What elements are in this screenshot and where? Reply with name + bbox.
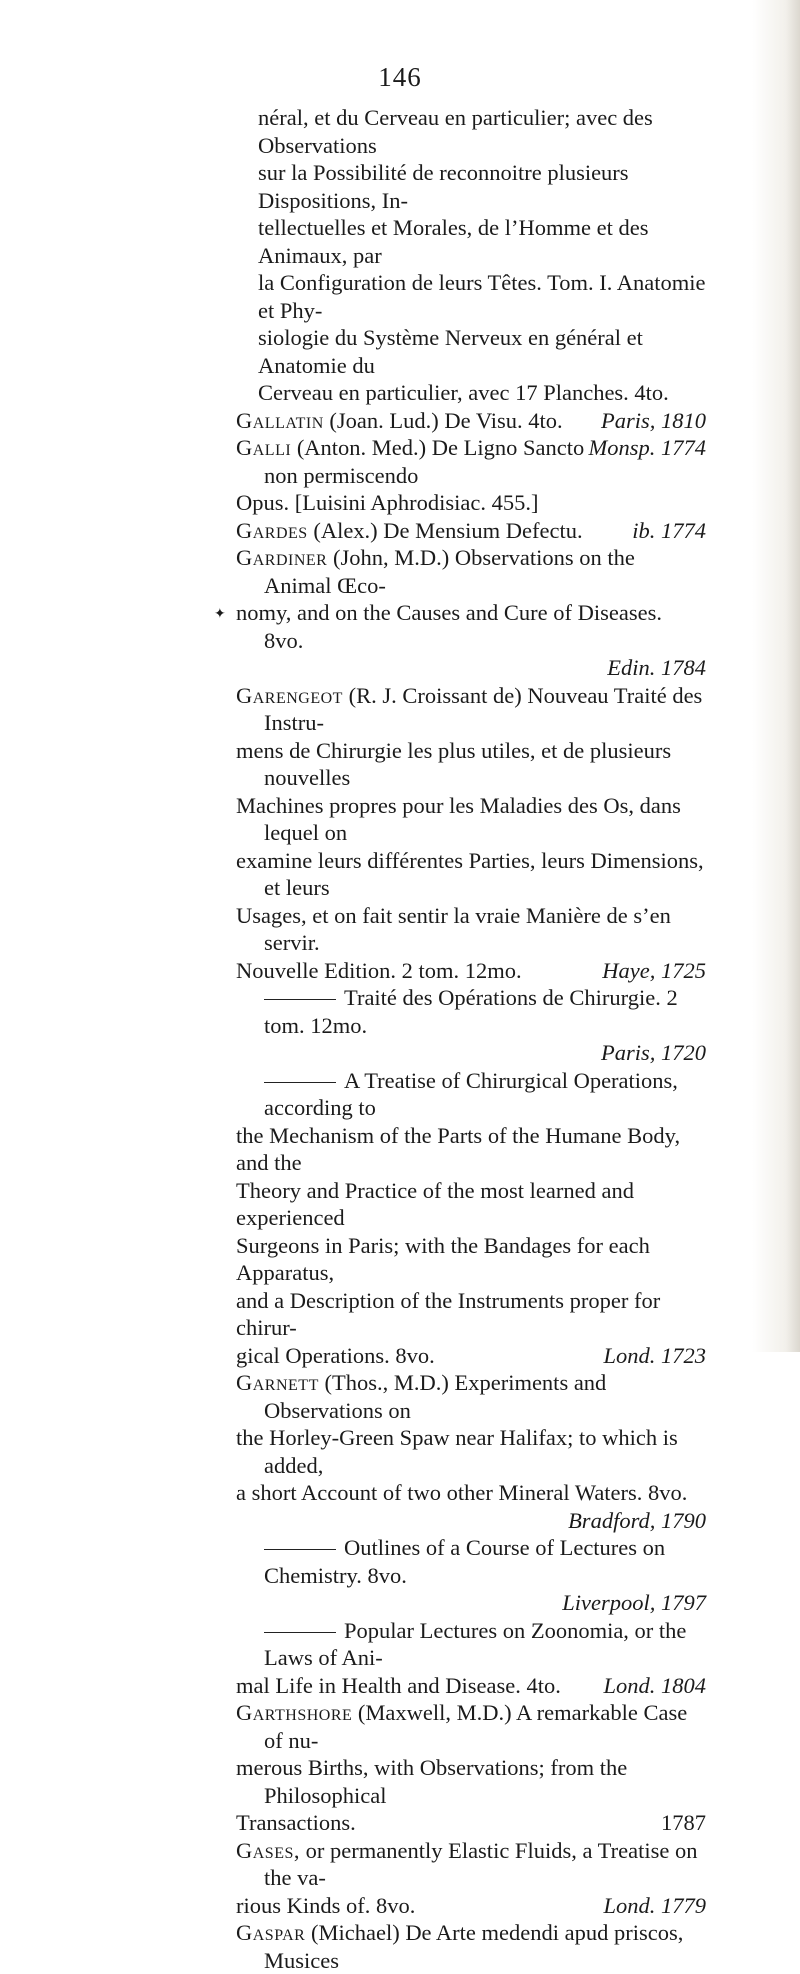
- entry-garengeot: [236, 682, 706, 985]
- entry-heading: Gardes: [236, 517, 308, 543]
- text-line: [236, 1067, 706, 1122]
- entry-text: mens de Chirurgie les plus utiles, et de plusieurs nouvelles: [236, 737, 672, 790]
- catalogue-text: [236, 104, 706, 1974]
- entry-text: (Maxwell, M.D.) A remarkable Case of nu-: [264, 1700, 688, 1753]
- entry-text: (John, M.D.) Observations on the Animal Œco-: [264, 545, 635, 598]
- entry-gases: [236, 1837, 706, 1920]
- entry-garthshore: [236, 1699, 706, 1837]
- entry-garengeot-3: [236, 1067, 706, 1370]
- entry-text: mal Life in Health and Disease. 4to.: [236, 1672, 561, 1698]
- imprint: Lond. 1804: [603, 1672, 706, 1698]
- imprint: Lond. 1779: [603, 1892, 706, 1918]
- entry-text: rious Kinds of. 8vo.: [236, 1892, 416, 1918]
- entry-text: Opus. [Luisini Aphrodisiac. 455.]: [236, 490, 539, 515]
- entry-heading: Garengeot: [236, 682, 343, 708]
- margin-mark: ✦: [214, 607, 226, 622]
- entry-garnett-2: [236, 1534, 706, 1617]
- entry-text: gical Operations. 8vo.: [236, 1342, 435, 1368]
- entry-text: nomy, and on the Causes and Cure of Diseases. 8vo.: [236, 600, 662, 653]
- text-line: néral, et du Cerveau en particulier; avec des Observations: [258, 105, 653, 158]
- entry-heading: Gases,: [236, 1837, 300, 1863]
- text-line: [236, 1617, 706, 1672]
- text-line: sur la Possibilité de reconnoitre plusieurs Dispositions, In-: [258, 160, 629, 213]
- entry-text: (Michael) De Arte medendi apud priscos, Musices: [264, 1920, 684, 1973]
- entry-text: Nouvelle Edition. 2 tom. 12mo.: [236, 957, 522, 983]
- text-line: tellectuelles et Morales, de l’Homme et des Animaux, par: [258, 215, 649, 268]
- repeat-author-dash: [264, 1632, 336, 1633]
- page-edge-shadow: [786, 0, 800, 1352]
- entry-text: (Anton. Med.) De Ligno Sancto non permiscendo: [264, 435, 585, 488]
- entry-text: merous Births, with Observations; from the Philosophical: [236, 1755, 628, 1808]
- page-number: 146: [378, 62, 422, 92]
- entry-gaspar: [236, 1919, 706, 1974]
- text-fragment: Cerveau en particulier, avec 17 Planches. 4to.: [258, 380, 669, 405]
- repeat-author-dash: [264, 1549, 336, 1550]
- entry-text: Theory and Practice of the most learned and experienced: [236, 1177, 634, 1230]
- repeat-author-dash: [264, 1082, 336, 1083]
- text-line: [236, 1672, 706, 1700]
- entry-text: a short Account of two other Mineral Waters. 8vo.: [236, 1480, 688, 1505]
- entry-text: Popular Lectures on Zoonomia, or the Laws of Ani-: [264, 1617, 687, 1670]
- imprint: Haye, 1725: [602, 957, 706, 983]
- text-line: [236, 1342, 706, 1370]
- entry-text: examine leurs différentes Parties, leurs Dimensions, et leurs: [236, 847, 704, 900]
- imprint: Bradford, 1790: [568, 1507, 706, 1533]
- imprint: Monsp. 1774: [588, 435, 706, 460]
- entry-gardes: [236, 517, 706, 545]
- imprint: Liverpool, 1797: [562, 1590, 706, 1615]
- text-line: [236, 1892, 706, 1920]
- imprint: Lond. 1723: [603, 1342, 706, 1368]
- entry-heading: Galli: [236, 435, 292, 460]
- entry-gardiner: [236, 544, 706, 682]
- repeat-author-dash: [264, 999, 336, 1000]
- entry-garnett-3: [236, 1617, 706, 1700]
- entry-text: (Alex.) De Mensium Defectu.: [313, 517, 583, 543]
- entry-heading: Gaspar: [236, 1920, 306, 1945]
- text-line: [236, 1809, 706, 1837]
- text-line: siologie du Système Nerveux en général et Anatomie du: [258, 325, 643, 378]
- entry-heading: Garthshore: [236, 1700, 353, 1725]
- imprint: Edin. 1784: [607, 655, 706, 680]
- imprint: Paris, 1720: [600, 1040, 706, 1065]
- entry-text: or permanently Elastic Fluids, a Treatise on the va-: [264, 1837, 698, 1890]
- entry-text: Traité des Opérations de Chirurgie. 2 tom. 12mo.: [264, 985, 678, 1038]
- entry-text: Usages, et on fait sentir la vraie Manière de s’en servir.: [236, 902, 671, 955]
- entry-heading: Gallatin: [236, 407, 324, 433]
- entry-heading: Gardiner: [236, 545, 328, 570]
- entry-garengeot-2: [236, 984, 706, 1067]
- entry-text: (R. J. Croissant de) Nouveau Traité des Instru-: [264, 682, 703, 735]
- entry-text: Outlines of a Course of Lectures on Chemistry. 8vo.: [264, 1535, 666, 1588]
- entry-heading: Garnett: [236, 1370, 319, 1395]
- text-line: la Configuration de leurs Têtes. Tom. I. Anatomie et Phy-: [258, 270, 706, 323]
- imprint: 1787: [661, 1810, 706, 1835]
- entry-text: A Treatise of Chirurgical Operations, according to: [264, 1067, 678, 1120]
- imprint: Paris, 1810: [600, 407, 706, 433]
- entry-text: (Thos., M.D.) Experiments and Observations on: [264, 1370, 607, 1423]
- entry-text: Surgeons in Paris; with the Bandages for each Apparatus,: [236, 1232, 650, 1285]
- entry-text: Transactions.: [236, 1810, 356, 1835]
- entry-text: the Horley-Green Spaw near Halifax; to which is added,: [236, 1425, 678, 1478]
- imprint: ib. 1774: [632, 517, 706, 543]
- entry-text: Machines propres pour les Maladies des Os, dans lequel on: [236, 792, 681, 845]
- entry-text: the Mechanism of the Parts of the Humane Body, and the: [236, 1122, 681, 1175]
- entry-garnett: [236, 1369, 706, 1534]
- entry-text: and a Description of the Instruments proper for chirur-: [236, 1287, 661, 1340]
- text-line: [236, 957, 706, 985]
- entry-text: (Joan. Lud.) De Visu. 4to.: [329, 407, 563, 433]
